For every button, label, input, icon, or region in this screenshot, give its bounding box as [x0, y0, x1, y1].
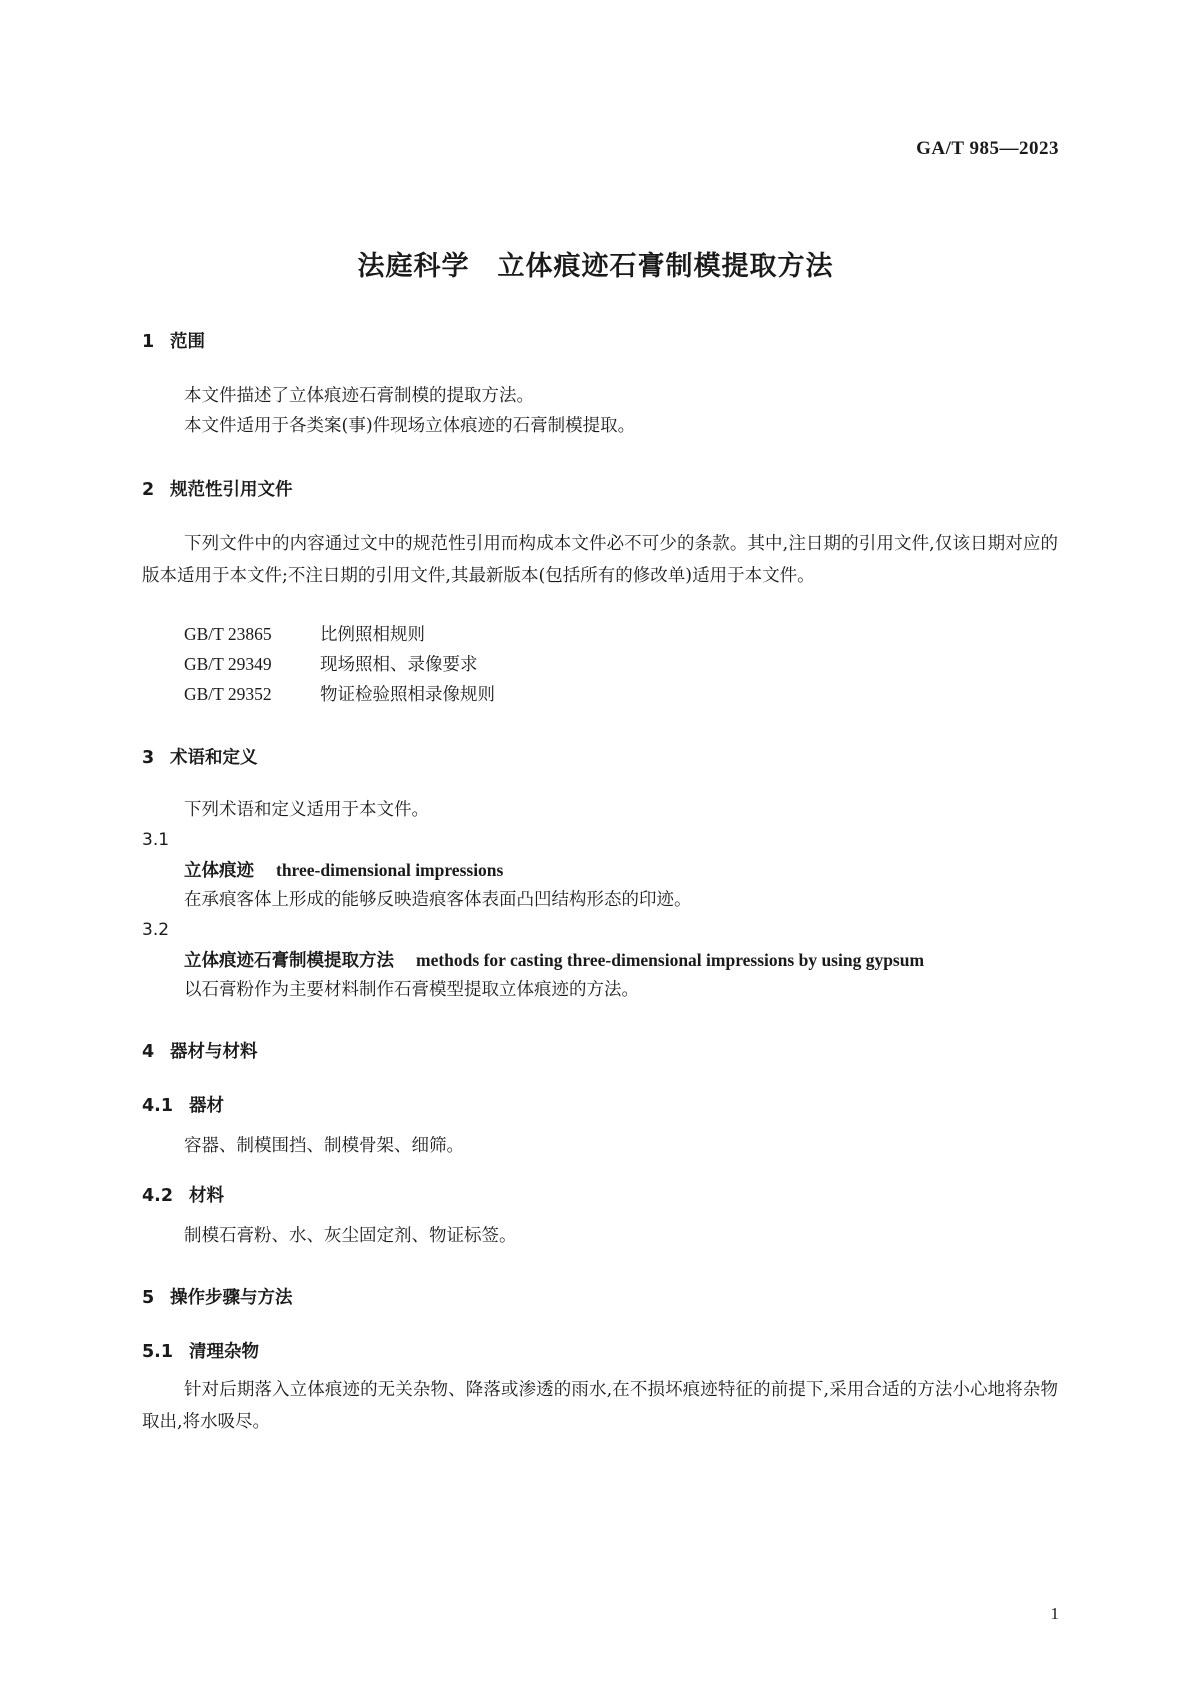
- document-title: 法庭科学 立体痕迹石膏制模提取方法: [357, 251, 834, 282]
- section-number: 5: [142, 1288, 155, 1308]
- subsection-number: 4.2: [142, 1186, 174, 1206]
- section-number: 4: [142, 1042, 155, 1062]
- reference-title: 现场照相、录像要求: [320, 655, 478, 675]
- subsection-title: 清理杂物: [189, 1342, 259, 1362]
- document-code: GA/T 985—2023: [916, 138, 1059, 159]
- section-3-intro: 下列术语和定义适用于本文件。: [184, 800, 429, 820]
- term-english: methods for casting three-dimensional impressions by using gypsum: [416, 950, 925, 970]
- term-definition: 以石膏粉作为主要材料制作石膏模型提取立体痕迹的方法。: [184, 980, 639, 1000]
- reference-title: 物证检验照相录像规则: [320, 685, 495, 705]
- term-number: 3.1: [142, 830, 170, 850]
- subsection-title: 器材: [189, 1096, 224, 1116]
- subsection-4-2-heading: [142, 1182, 224, 1207]
- section-title: 术语和定义: [170, 748, 258, 768]
- section-1-paragraph-2: 本文件适用于各类案(事)件现场立体痕迹的石膏制模提取。: [184, 416, 636, 436]
- term-entry: [184, 948, 924, 973]
- page-number: 1: [1050, 1604, 1059, 1623]
- term-chinese: 立体痕迹石膏制模提取方法: [184, 951, 394, 971]
- section-title: 器材与材料: [170, 1042, 258, 1062]
- section-2-heading: [142, 476, 293, 501]
- term-entry: [184, 858, 503, 883]
- subsection-4-2-text: 制模石膏粉、水、灰尘固定剂、物证标签。: [184, 1226, 517, 1246]
- term-number: 3.2: [142, 920, 170, 940]
- subsection-5-1-paragraph: 针对后期落入立体痕迹的无关杂物、降落或渗透的雨水,在不损坏痕迹特征的前提下,采用合适的方法小心地将杂物取出,将水吸尽。: [142, 1380, 1058, 1432]
- section-4-heading: [142, 1038, 258, 1063]
- term-chinese: 立体痕迹: [184, 861, 254, 881]
- section-3-heading: [142, 744, 258, 769]
- reference-code: GB/T 29352: [184, 684, 272, 704]
- reference-item: [184, 652, 478, 677]
- subsection-5-1-heading: [142, 1338, 259, 1363]
- subsection-number: 4.1: [142, 1096, 174, 1116]
- reference-code: GB/T 29349: [184, 654, 272, 674]
- reference-item: [184, 622, 425, 647]
- reference-title: 比例照相规则: [320, 625, 425, 645]
- section-number: 2: [142, 480, 155, 500]
- subsection-4-1-heading: [142, 1092, 224, 1117]
- section-number: 1: [142, 332, 155, 352]
- subsection-title: 材料: [189, 1186, 224, 1206]
- section-title: 规范性引用文件: [170, 480, 293, 500]
- subsection-number: 5.1: [142, 1342, 174, 1362]
- section-1-heading: [142, 328, 205, 353]
- subsection-4-1-text: 容器、制模围挡、制模骨架、细筛。: [184, 1136, 464, 1156]
- section-5-heading: [142, 1284, 293, 1309]
- section-2-paragraph: 下列文件中的内容通过文中的规范性引用而构成本文件必不可少的条款。其中,注日期的引用文件,仅该日期对应的版本适用于本文件;不注日期的引用文件,其最新版本(包括所有的修改单)适用于本文件。: [142, 534, 1058, 586]
- section-number: 3: [142, 748, 155, 768]
- section-title: 操作步骤与方法: [170, 1288, 293, 1308]
- term-english: three-dimensional impressions: [276, 860, 504, 880]
- reference-item: [184, 682, 495, 707]
- section-1-paragraph-1: 本文件描述了立体痕迹石膏制模的提取方法。: [184, 386, 534, 406]
- section-title: 范围: [170, 332, 205, 352]
- reference-code: GB/T 23865: [184, 624, 272, 644]
- term-definition: 在承痕客体上形成的能够反映造痕客体表面凸凹结构形态的印迹。: [184, 890, 692, 910]
